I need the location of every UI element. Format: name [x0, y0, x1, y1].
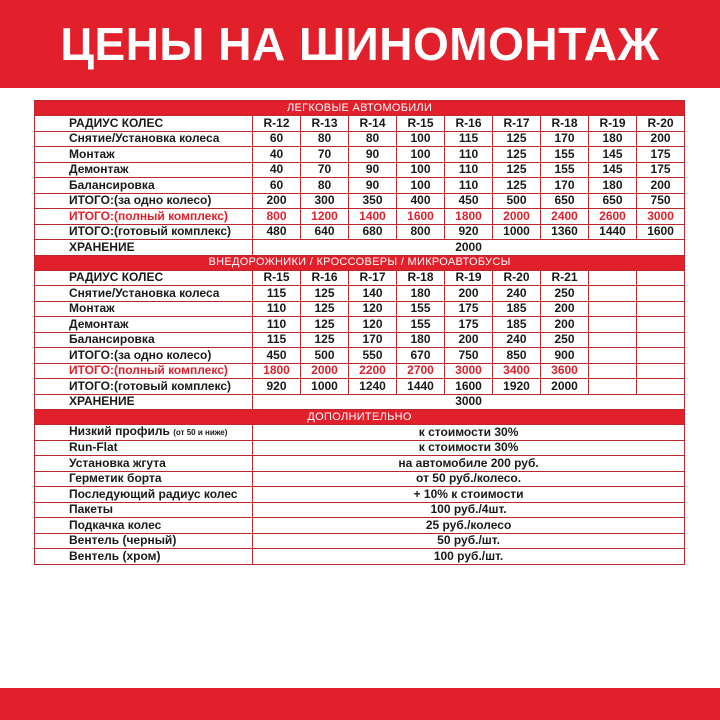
- price-cell: 800: [253, 209, 301, 225]
- price-cell: 115: [445, 131, 493, 147]
- radius-label: РАДИУС КОЛЕС: [35, 270, 253, 286]
- cars-price-row: [35, 131, 685, 147]
- price-cell: 1440: [397, 379, 445, 395]
- extra-value: 25 руб./колесо: [253, 518, 685, 534]
- empty-cell: [589, 379, 637, 395]
- storage-value: 2000: [253, 240, 685, 256]
- suv-price-row: [35, 363, 685, 379]
- price-cell: 70: [301, 147, 349, 163]
- empty-cell: [589, 363, 637, 379]
- service-label: Балансировка: [35, 178, 253, 194]
- extra-row: [35, 518, 685, 534]
- extra-row: [35, 533, 685, 549]
- service-label: ИТОГО:(полный комплекс): [35, 209, 253, 225]
- price-cell: 175: [637, 147, 685, 163]
- price-cell: 240: [493, 286, 541, 302]
- price-cell: 40: [253, 147, 301, 163]
- price-cell: 200: [445, 332, 493, 348]
- extra-section-header: [35, 410, 685, 425]
- price-cell: 200: [253, 193, 301, 209]
- radius-header-cell: R-18: [397, 270, 445, 286]
- price-cell: 110: [445, 147, 493, 163]
- price-cell: 1600: [397, 209, 445, 225]
- extra-label: Герметик борта: [35, 471, 253, 487]
- price-cell: 115: [253, 286, 301, 302]
- price-cell: 1240: [349, 379, 397, 395]
- cars-section-title: ЛЕГКОВЫЕ АВТОМОБИЛИ: [35, 101, 685, 116]
- title-banner: [0, 0, 720, 88]
- cars-price-row: [35, 147, 685, 163]
- price-cell: 125: [301, 301, 349, 317]
- price-cell: 120: [349, 317, 397, 333]
- price-cell: 450: [253, 348, 301, 364]
- price-cell: 180: [397, 286, 445, 302]
- radius-header-cell: R-16: [445, 116, 493, 132]
- service-label: Демонтаж: [35, 162, 253, 178]
- price-cell: 3000: [637, 209, 685, 225]
- low-profile-label-cell: [35, 425, 253, 441]
- price-cell: 80: [301, 178, 349, 194]
- price-cell: 170: [349, 332, 397, 348]
- empty-cell: [637, 363, 685, 379]
- price-cell: 650: [589, 193, 637, 209]
- service-label: Снятие/Установка колеса: [35, 286, 253, 302]
- service-label: Монтаж: [35, 301, 253, 317]
- price-cell: 670: [397, 348, 445, 364]
- extra-value: к стоимости 30%: [253, 440, 685, 456]
- price-cell: 170: [541, 178, 589, 194]
- price-cell: 125: [301, 286, 349, 302]
- price-cell: 175: [445, 317, 493, 333]
- radius-header-cell: R-20: [493, 270, 541, 286]
- suv-storage-row: [35, 394, 685, 410]
- price-cell: 100: [397, 162, 445, 178]
- price-cell: 175: [637, 162, 685, 178]
- price-cell: 2000: [493, 209, 541, 225]
- price-cell: 350: [349, 193, 397, 209]
- storage-value: 3000: [253, 394, 685, 410]
- extra-row: [35, 549, 685, 565]
- price-cell: 3400: [493, 363, 541, 379]
- price-cell: 155: [541, 162, 589, 178]
- price-cell: 500: [493, 193, 541, 209]
- price-cell: 60: [253, 131, 301, 147]
- storage-label: ХРАНЕНИЕ: [35, 240, 253, 256]
- price-cell: 60: [253, 178, 301, 194]
- radius-header-cell: R-15: [253, 270, 301, 286]
- price-cell: 450: [445, 193, 493, 209]
- extra-value: + 10% к стоимости: [253, 487, 685, 503]
- radius-header-cell: R-19: [589, 116, 637, 132]
- suv-section-title: ВНЕДОРОЖНИКИ / КРОССОВЕРЫ / МИКРОАВТОБУСЫ: [35, 255, 685, 270]
- price-cell: 145: [589, 162, 637, 178]
- radius-header-cell: R-15: [397, 116, 445, 132]
- price-cell: 2200: [349, 363, 397, 379]
- extra-label: Вентель (черный): [35, 533, 253, 549]
- price-cell: 1400: [349, 209, 397, 225]
- extra-value: к стоимости 30%: [253, 425, 685, 441]
- extra-row: [35, 425, 685, 441]
- price-cell: 640: [301, 224, 349, 240]
- price-cell: 90: [349, 178, 397, 194]
- service-label: ИТОГО:(готовый комплекс): [35, 379, 253, 395]
- extra-label: Пакеты: [35, 502, 253, 518]
- service-label: Демонтаж: [35, 317, 253, 333]
- empty-cell: [589, 286, 637, 302]
- empty-cell: [637, 317, 685, 333]
- price-table: [34, 100, 685, 565]
- radius-header-cell: R-13: [301, 116, 349, 132]
- suv-price-row: [35, 348, 685, 364]
- extra-label: Вентель (хром): [35, 549, 253, 565]
- price-cell: 110: [445, 162, 493, 178]
- price-cell: 70: [301, 162, 349, 178]
- price-cell: 2000: [301, 363, 349, 379]
- price-cell: 140: [349, 286, 397, 302]
- price-cell: 185: [493, 301, 541, 317]
- empty-cell: [637, 270, 685, 286]
- suv-radius-header-row: [35, 270, 685, 286]
- bottom-banner: [0, 688, 720, 720]
- cars-price-row: [35, 193, 685, 209]
- empty-cell: [589, 348, 637, 364]
- empty-cell: [637, 301, 685, 317]
- price-cell: 125: [493, 178, 541, 194]
- price-cell: 800: [397, 224, 445, 240]
- radius-header-cell: R-18: [541, 116, 589, 132]
- price-cell: 920: [445, 224, 493, 240]
- price-cell: 850: [493, 348, 541, 364]
- empty-cell: [637, 332, 685, 348]
- cars-price-row: [35, 162, 685, 178]
- extra-row: [35, 456, 685, 472]
- radius-header-cell: R-16: [301, 270, 349, 286]
- price-cell: 1000: [493, 224, 541, 240]
- empty-cell: [589, 301, 637, 317]
- suv-price-row: [35, 286, 685, 302]
- radius-header-cell: R-20: [637, 116, 685, 132]
- price-cell: 110: [445, 178, 493, 194]
- extra-value: на автомобиле 200 руб.: [253, 456, 685, 472]
- price-cell: 200: [445, 286, 493, 302]
- extra-row: [35, 487, 685, 503]
- price-cell: 1600: [637, 224, 685, 240]
- price-cell: 125: [493, 162, 541, 178]
- extra-label: Последующий радиус колес: [35, 487, 253, 503]
- empty-cell: [637, 286, 685, 302]
- service-label: Балансировка: [35, 332, 253, 348]
- price-cell: 125: [493, 147, 541, 163]
- price-cell: 920: [253, 379, 301, 395]
- empty-cell: [637, 379, 685, 395]
- extra-label: Подкачка колес: [35, 518, 253, 534]
- price-cell: 3600: [541, 363, 589, 379]
- price-cell: 110: [253, 301, 301, 317]
- extra-row: [35, 440, 685, 456]
- price-cell: 90: [349, 147, 397, 163]
- service-label: Снятие/Установка колеса: [35, 131, 253, 147]
- extra-label: Run-Flat: [35, 440, 253, 456]
- price-cell: 480: [253, 224, 301, 240]
- price-cell: 2700: [397, 363, 445, 379]
- radius-header-cell: R-12: [253, 116, 301, 132]
- price-cell: 100: [397, 131, 445, 147]
- cars-radius-header-row: [35, 116, 685, 132]
- price-cell: 400: [397, 193, 445, 209]
- extra-label: Установка жгута: [35, 456, 253, 472]
- price-cell: 125: [493, 131, 541, 147]
- price-cell: 200: [541, 301, 589, 317]
- price-cell: 1600: [445, 379, 493, 395]
- price-cell: 100: [397, 178, 445, 194]
- storage-label: ХРАНЕНИЕ: [35, 394, 253, 410]
- extra-value: 50 руб./шт.: [253, 533, 685, 549]
- radius-header-cell: R-17: [493, 116, 541, 132]
- price-cell: 200: [637, 131, 685, 147]
- price-cell: 125: [301, 332, 349, 348]
- radius-header-cell: R-21: [541, 270, 589, 286]
- extra-value: 100 руб./4шт.: [253, 502, 685, 518]
- price-cell: 250: [541, 286, 589, 302]
- price-cell: 250: [541, 332, 589, 348]
- radius-header-cell: R-19: [445, 270, 493, 286]
- radius-header-cell: R-17: [349, 270, 397, 286]
- price-cell: 1800: [445, 209, 493, 225]
- price-cell: 1800: [253, 363, 301, 379]
- service-label: ИТОГО:(за одно колесо): [35, 193, 253, 209]
- price-cell: 240: [493, 332, 541, 348]
- price-cell: 180: [397, 332, 445, 348]
- page-title: ЦЕНЫ НА ШИНОМОНТАЖ: [60, 18, 660, 70]
- price-cell: 1440: [589, 224, 637, 240]
- price-cell: 90: [349, 162, 397, 178]
- radius-label: РАДИУС КОЛЕС: [35, 116, 253, 132]
- price-cell: 2600: [589, 209, 637, 225]
- price-cell: 180: [589, 131, 637, 147]
- price-cell: 125: [301, 317, 349, 333]
- price-cell: 40: [253, 162, 301, 178]
- extra-row: [35, 502, 685, 518]
- cars-price-row: [35, 178, 685, 194]
- price-cell: 155: [397, 301, 445, 317]
- cars-storage-row: [35, 240, 685, 256]
- extra-section-title: ДОПОЛНИТЕЛЬНО: [35, 410, 685, 425]
- cars-price-row: [35, 209, 685, 225]
- price-cell: 1360: [541, 224, 589, 240]
- service-label: ИТОГО:(за одно колесо): [35, 348, 253, 364]
- price-cell: 185: [493, 317, 541, 333]
- service-label: Монтаж: [35, 147, 253, 163]
- price-cell: 900: [541, 348, 589, 364]
- price-cell: 110: [253, 317, 301, 333]
- price-cell: 1920: [493, 379, 541, 395]
- price-cell: 120: [349, 301, 397, 317]
- suv-price-row: [35, 317, 685, 333]
- low-profile-note: (от 50 и ниже): [173, 428, 228, 438]
- suv-price-row: [35, 301, 685, 317]
- price-cell: 180: [589, 178, 637, 194]
- price-cell: 155: [397, 317, 445, 333]
- suv-price-row: [35, 332, 685, 348]
- price-cell: 550: [349, 348, 397, 364]
- extra-value: 100 руб./шт.: [253, 549, 685, 565]
- price-cell: 1200: [301, 209, 349, 225]
- cars-section-header: [35, 101, 685, 116]
- suv-section-header: [35, 255, 685, 270]
- low-profile-label: Низкий профиль: [69, 424, 170, 439]
- price-cell: 145: [589, 147, 637, 163]
- price-cell: 2000: [541, 379, 589, 395]
- price-cell: 650: [541, 193, 589, 209]
- empty-cell: [589, 332, 637, 348]
- cars-price-row: [35, 224, 685, 240]
- suv-price-row: [35, 379, 685, 395]
- price-cell: 2400: [541, 209, 589, 225]
- empty-cell: [589, 317, 637, 333]
- price-cell: 175: [445, 301, 493, 317]
- price-cell: 300: [301, 193, 349, 209]
- price-cell: 115: [253, 332, 301, 348]
- price-cell: 170: [541, 131, 589, 147]
- price-cell: 3000: [445, 363, 493, 379]
- empty-cell: [589, 270, 637, 286]
- price-cell: 750: [637, 193, 685, 209]
- price-cell: 80: [349, 131, 397, 147]
- price-cell: 200: [541, 317, 589, 333]
- extra-value: от 50 руб./колесо.: [253, 471, 685, 487]
- price-cell: 155: [541, 147, 589, 163]
- service-label: ИТОГО:(полный комплекс): [35, 363, 253, 379]
- price-cell: 1000: [301, 379, 349, 395]
- extra-row: [35, 471, 685, 487]
- price-cell: 680: [349, 224, 397, 240]
- price-cell: 100: [397, 147, 445, 163]
- service-label: ИТОГО:(готовый комплекс): [35, 224, 253, 240]
- price-cell: 200: [637, 178, 685, 194]
- radius-header-cell: R-14: [349, 116, 397, 132]
- price-cell: 500: [301, 348, 349, 364]
- empty-cell: [637, 348, 685, 364]
- price-cell: 750: [445, 348, 493, 364]
- price-cell: 80: [301, 131, 349, 147]
